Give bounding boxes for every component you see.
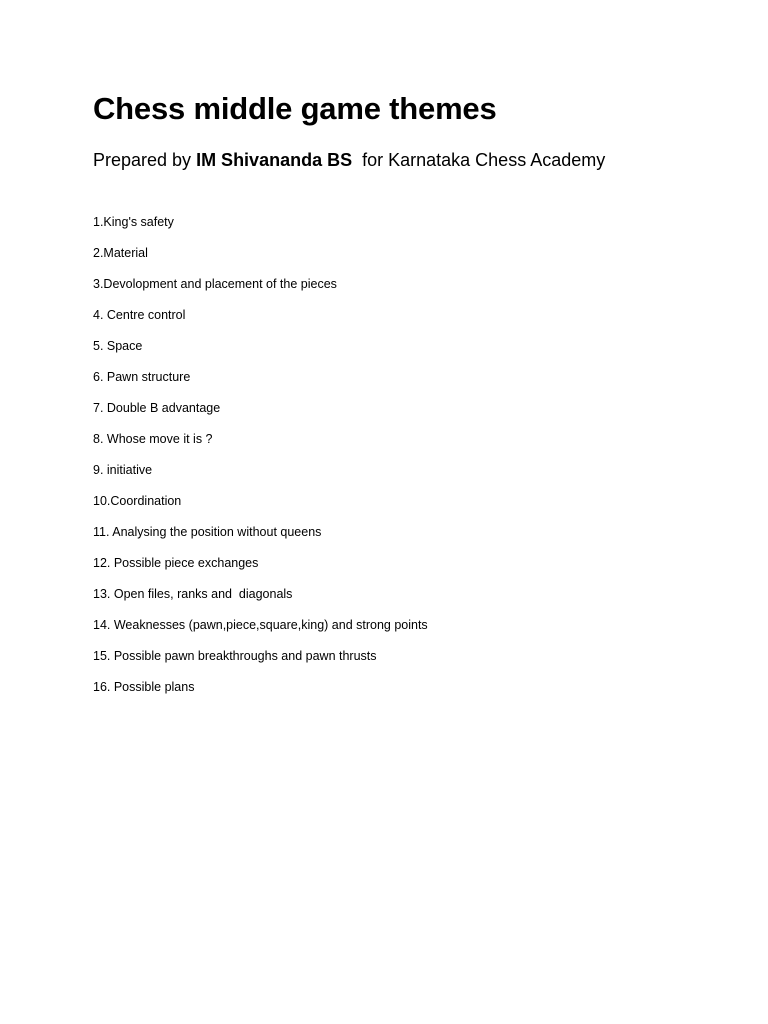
subtitle-suffix: for Karnataka Chess Academy [352,150,606,170]
list-item: 14. Weaknesses (pawn,piece,square,king) and strong points [93,618,428,632]
list-item: 6. Pawn structure [93,370,191,384]
document-title: Chess middle game themes [93,91,497,126]
list-item: 15. Possible pawn breakthroughs and pawn thrusts [93,649,377,663]
list-item: 7. Double B advantage [93,401,221,415]
list-item: 10.Coordination [93,494,182,508]
list-item: 8. Whose move it is ? [93,432,213,446]
document-subtitle [93,148,713,172]
list-item: 11. Analysing the position without queens [93,525,322,539]
list-item: 4. Centre control [93,308,186,322]
list-item: 2.Material [93,246,148,260]
list-item: 16. Possible plans [93,680,195,694]
list-item: 9. initiative [93,463,153,477]
list-item: 3.Devolopment and placement of the pieces [93,277,337,291]
author-name: IM Shivananda BS [196,150,353,170]
subtitle-prefix: Prepared by [93,150,197,170]
document-page [93,88,713,710]
list-item: 5. Space [93,339,143,353]
list-item: 12. Possible piece exchanges [93,556,259,570]
list-item: 13. Open files, ranks and diagonals [93,587,293,601]
themes-list [93,214,713,710]
list-item: 1.King's safety [93,215,174,229]
